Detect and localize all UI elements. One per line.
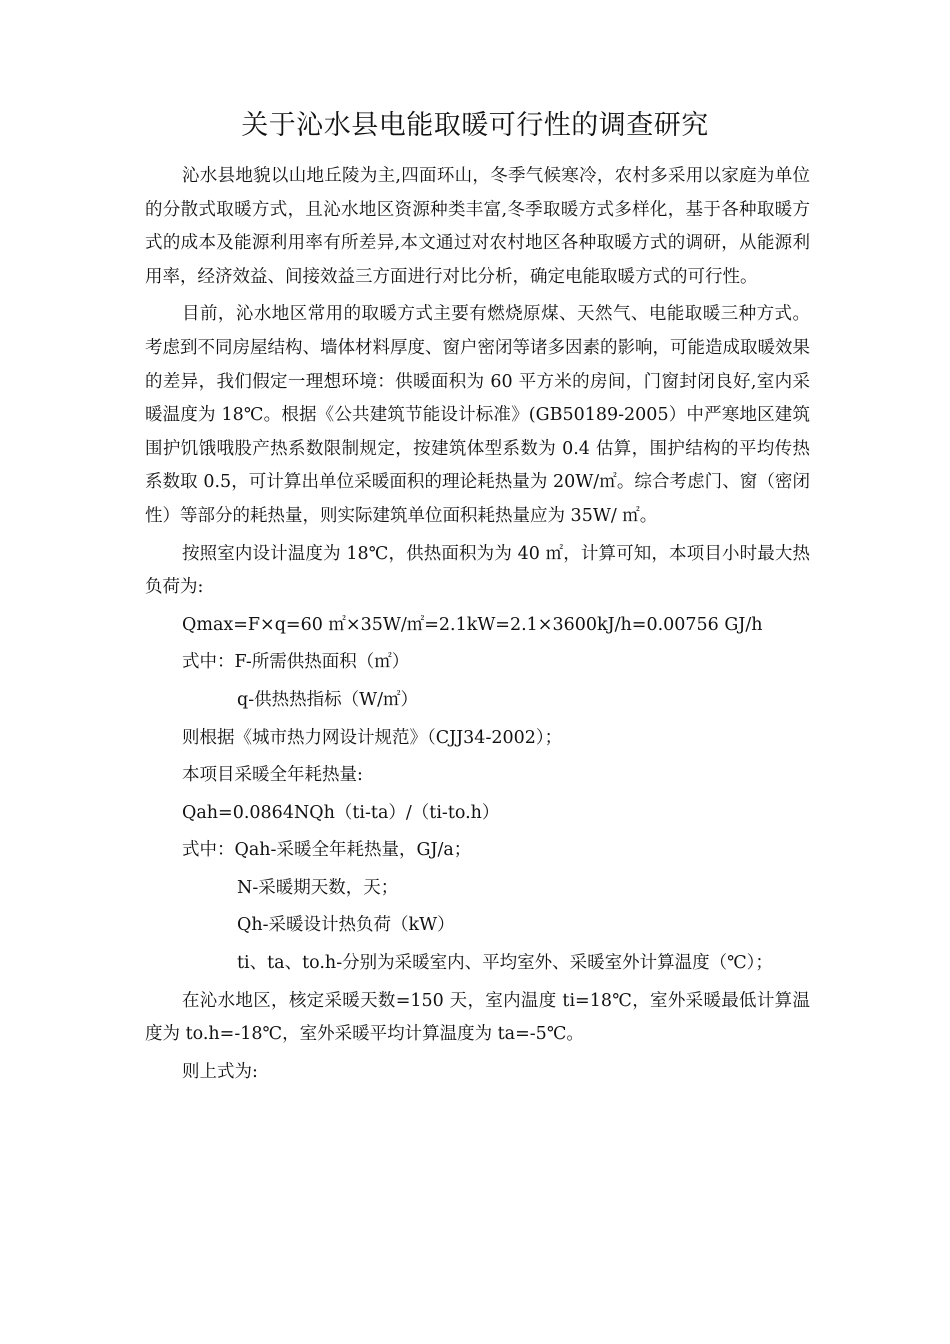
where-qah-line: 式中：Qah-采暖全年耗热量，GJ/a；	[182, 840, 472, 861]
formula-qah: Qah=0.0864NQh（ti-ta）/（ti-to.h）	[182, 802, 500, 823]
where-qh-line: Qh-采暖设计热负荷（kW）	[237, 915, 455, 936]
where-q-line: q-供热热指标（W/㎡）	[237, 689, 418, 710]
document-title: 关于沁水县电能取暖可行性的调查研究	[241, 110, 709, 141]
heat-load-paragraph: 按照室内设计温度为 18℃，供热面积为为 40 ㎡，计算可知，本项目小时最大热负荷为:	[145, 543, 810, 598]
where-temperatures-line: ti、ta、to.h-分别为采暖室内、平均室外、采暖室外计算温度（℃）；	[237, 953, 773, 974]
conclusion-label: 则上式为:	[182, 1061, 258, 1082]
annual-heat-label: 本项目采暖全年耗热量:	[182, 765, 363, 786]
formula-qmax: Qmax=F×q=60 ㎡×35W/㎡=2.1kW=2.1×3600kJ/h=0.00756 GJ/h	[182, 614, 763, 635]
document-body	[145, 160, 810, 1093]
where-n-line: N-采暖期天数，天；	[237, 877, 399, 898]
local-conditions-paragraph: 在沁水地区，核定采暖天数=150 天，室内温度 ti=18℃，室外采暖最低计算温度为 to.h=-18℃，室外采暖平均计算温度为 ta=-5℃。	[145, 990, 810, 1045]
where-f-line: 式中：F-所需供热面积（㎡）	[182, 652, 410, 673]
standard-reference-line: 则根据《城市热力网设计规范》（CJJ34-2002）；	[182, 727, 563, 748]
heating-methods-paragraph: 目前，沁水地区常用的取暖方式主要有燃烧原煤、天然气、电能取暖三种方式。考虑到不同房屋结构、墙体材料厚度、窗户密闭等诸多因素的影响，可能造成取暖效果的差异，我们假定一理想环境：供暖面积为 60 平方米的房间，门窗封闭良好,室内采暖温度为 18℃。根据《公共建筑节能设计标准》(GB50189-2005）中严寒地区建筑围护饥饿哦股产热系数限制规定，按建筑体型系数为 0.4 估算，围护结构的平均传热系数取 0.5，可计算出单位采暖面积的理论耗热量为 20W/㎡。综合考虑门、窗（密闭性）等部分的耗热量，则实际建筑单位面积耗热量应为 35W/ ㎡。	[145, 304, 810, 526]
intro-paragraph: 沁水县地貌以山地丘陵为主,四面环山，冬季气候寒冷，农村多采用以家庭为单位的分散式取暖方式，且沁水地区资源种类丰富,冬季取暖方式多样化，基于各种取暖方式的成本及能源利用率有所差异,本文通过对农村地区各种取暖方式的调研，从能源利用率，经济效益、间接效益三方面进行对比分析，确定电能取暖方式的可行性。	[145, 166, 810, 287]
